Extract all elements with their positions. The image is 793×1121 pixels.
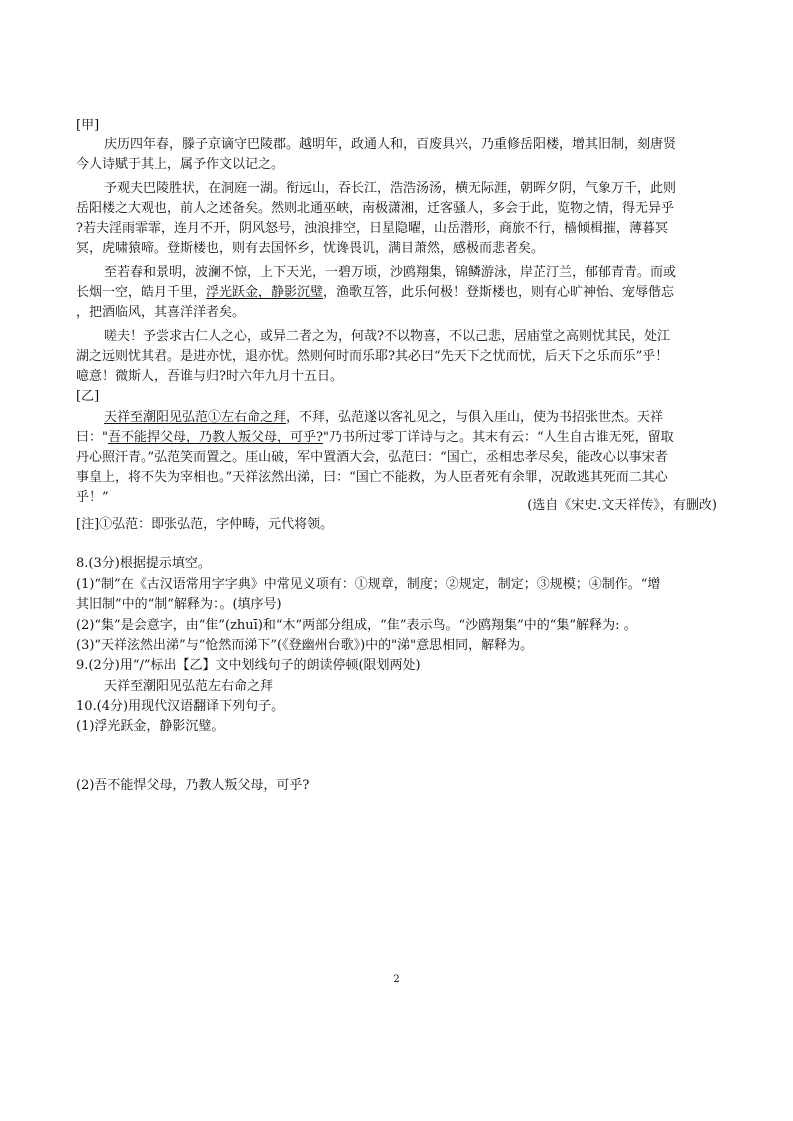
jia-text-line: 至若春和景明，波澜不惊，上下天光，一碧万顷，沙鸥翔集，锦鳞游泳，岸芷汀兰，郁郁青青。而或: [104, 265, 677, 280]
yi-text-line: 丹心照汗青。”弘范笑而置之。厓山破，军中置酒大会，弘范曰：“国亡，丞相忠孝尽矣，能改心以事宋者: [76, 450, 668, 465]
question-9-title: 9.(2分)用“/”标出【乙】文中划线句子的朗读停顿(限划两处): [76, 658, 421, 673]
underlined-sentence: 吾不能捍父母，乃教人叛父母，可乎?: [107, 430, 323, 445]
question-8-part-1-cont: 其旧制”中的“制”解释为：。(填序号): [76, 597, 282, 612]
yi-text-line-underlined: 天祥至潮阳见弘范①左右命之拜，不拜，弘范遂以客礼见之，与俱入厓山，使为书招张世杰。天祥: [104, 410, 664, 425]
question-8-part-1: (1)“制”在《古汉语常用字字典》中常见义项有：①规章，制度；②规定，制定；③规模；④制作。“增: [76, 577, 661, 592]
jia-text-line: 予观夫巴陵胜状，在洞庭一湖。衔远山，吞长江，浩浩汤汤，横无际涯，朝晖夕阴，气象万千，此则: [104, 181, 677, 196]
jia-text-line: ?若夫淫雨霏霏，连月不开，阴风怒号，浊浪排空，日星隐曜，山岳潜形，商旅不行，樯倾楫摧，薄暮冥: [76, 221, 668, 236]
jia-text-line: 湖之远则忧其君。是进亦忧，退亦忧。然则何时而乐耶?其必曰“先天下之忧而忧，后天下之乐而乐”乎！: [76, 349, 669, 364]
jia-text-line: 庆历四年春，滕子京谪守巴陵郡。越明年，政通人和，百废具兴，乃重修岳阳楼，增其旧制，刻唐贤: [104, 137, 677, 152]
yi-heading: [乙]: [76, 389, 100, 404]
yi-text-line-underlined: 曰："吾不能捍父母，乃教人叛父母，可乎?"乃书所过零丁详诗与之。其末有云：“人生自古谁无死，留取: [76, 430, 674, 445]
jia-text-line: 今人诗赋于其上，属予作文以记之。: [76, 157, 285, 172]
question-10-part-1: (1)浮光跃金，静影沉璧。: [76, 719, 225, 734]
question-8-part-2: (2)“集”是会意字，由“隹”(zhuī)和“木”两部分组成，“隹”表示鸟。“沙鸥翔集”中的“集”解释为: 。: [76, 618, 637, 633]
jia-text-line: 嗟夫！予尝求古仁人之心，或异二者之为，何哉?不以物喜，不以己悲，居庙堂之高则忧其民，处江: [104, 329, 670, 344]
underlined-sentence: 天祥至潮阳见弘范①左右命之拜: [104, 410, 287, 425]
jia-heading: [甲]: [76, 118, 100, 133]
question-8-title: 8.(3分)根据提示填空。: [76, 556, 211, 571]
footnote: [注]①弘范：即张弘范，字仲畴，元代将领。: [76, 517, 334, 532]
question-10-title: 10.(4分)用现代汉语翻译下列句子。: [76, 699, 285, 714]
yi-text-line: 事皇上，将不失为宰相也。”天祥泫然出涕，曰：“国亡不能救，为人臣者死有余罪，况敢逃其死而二其心: [76, 470, 668, 485]
question-8-part-3: (3)“天祥泫然出涕”与“怆然而涕下”(《登幽州台歌》)中的"涕"意思相同，解释为。: [76, 638, 534, 653]
source-citation: (选自《宋史.文天祥传》，有删改): [527, 498, 717, 513]
page-number: 2: [393, 974, 400, 985]
question-9-sentence: 天祥至潮阳见弘范左右命之拜: [104, 679, 274, 694]
underlined-phrase: 浮光跃金，静影沉璧: [206, 285, 324, 300]
yi-text-line: 乎！”: [76, 490, 109, 505]
jia-text-line: ，把酒临风，其喜洋洋者矣。: [76, 305, 246, 320]
jia-text-line: 岳阳楼之大观也，前人之述备矣。然则北通巫峡，南极潇湘，迁客骚人，多会于此，览物之情，得无异乎: [76, 201, 675, 216]
jia-text-line: 冥，虎啸猿啼。登斯楼也，则有去国怀乡，忧谗畏讥，满目萧然，感极而悲者矣。: [76, 241, 545, 256]
jia-text-line: 噫意！微斯人，吾谁与归?时六年九月十五日。: [76, 369, 343, 384]
jia-text-line-underlined: 长烟一空，皓月千里，浮光跃金，静影沉璧，渔歌互答，此乐何极！登斯楼也，则有心旷神怡、宠辱偕忘: [76, 285, 675, 300]
question-10-part-2: (2)吾不能悍父母，乃教人叛父母，可乎?: [76, 778, 310, 793]
